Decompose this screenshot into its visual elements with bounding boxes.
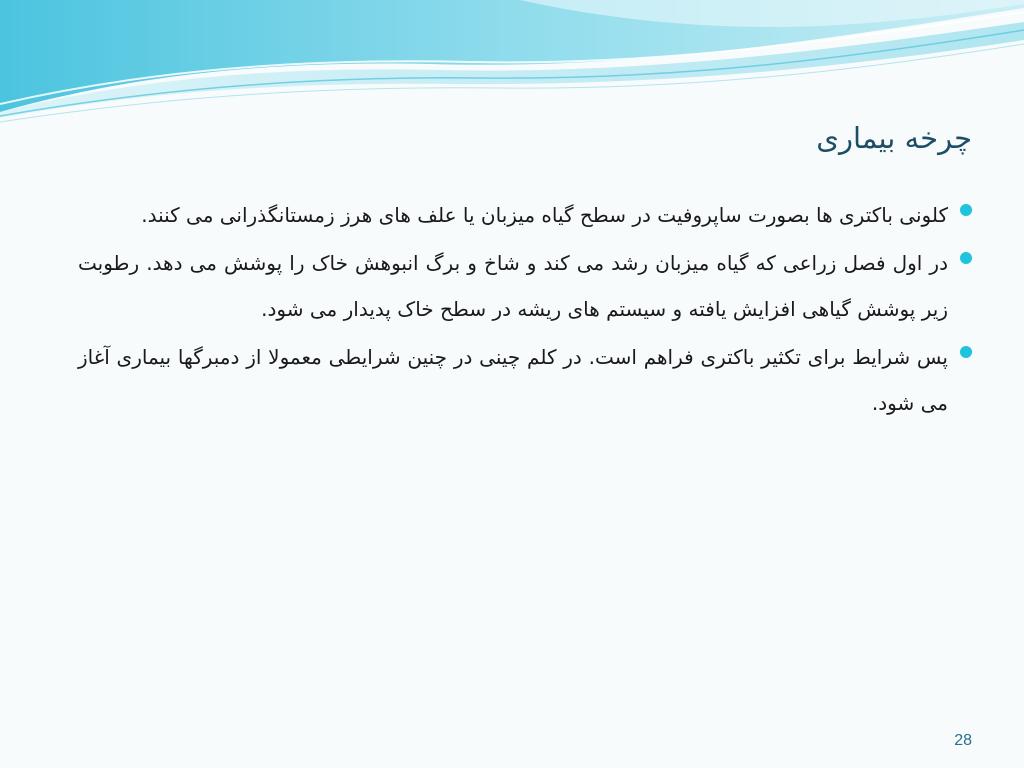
bullet-dot-icon	[960, 252, 972, 264]
bullet-dot-icon	[960, 346, 972, 358]
bullet-text: در اول فصل زراعی که گیاه میزبان رشد می کند و شاخ و برگ انبوهش خاک را پوشش می دهد. رطوبت زیر پوشش گیاهی افزایش یافته و سیستم های ریشه در سطح خاک پدیدار می شود.	[78, 251, 948, 321]
bullet-text: کلونی باکتری ها بصورت ساپروفیت در سطح گیاه میزبان یا علف های هرز زمستانگذرانی می کنند.	[141, 203, 948, 227]
header-wave-decoration	[0, 0, 1024, 130]
bullet-dot-icon	[960, 204, 972, 216]
slide-title: چرخه بیماری	[816, 121, 972, 155]
bullet-list	[78, 192, 948, 428]
bullet-text: پس شرایط برای تکثیر باکتری فراهم است. در کلم چینی در چنین شرایطی معمولا از دمبرگها بیماری آغاز می شود.	[78, 345, 948, 415]
bullet-item-1	[78, 192, 948, 238]
page-number: 28	[954, 732, 972, 749]
bullet-item-3	[78, 334, 948, 426]
bullet-item-2	[78, 240, 948, 332]
